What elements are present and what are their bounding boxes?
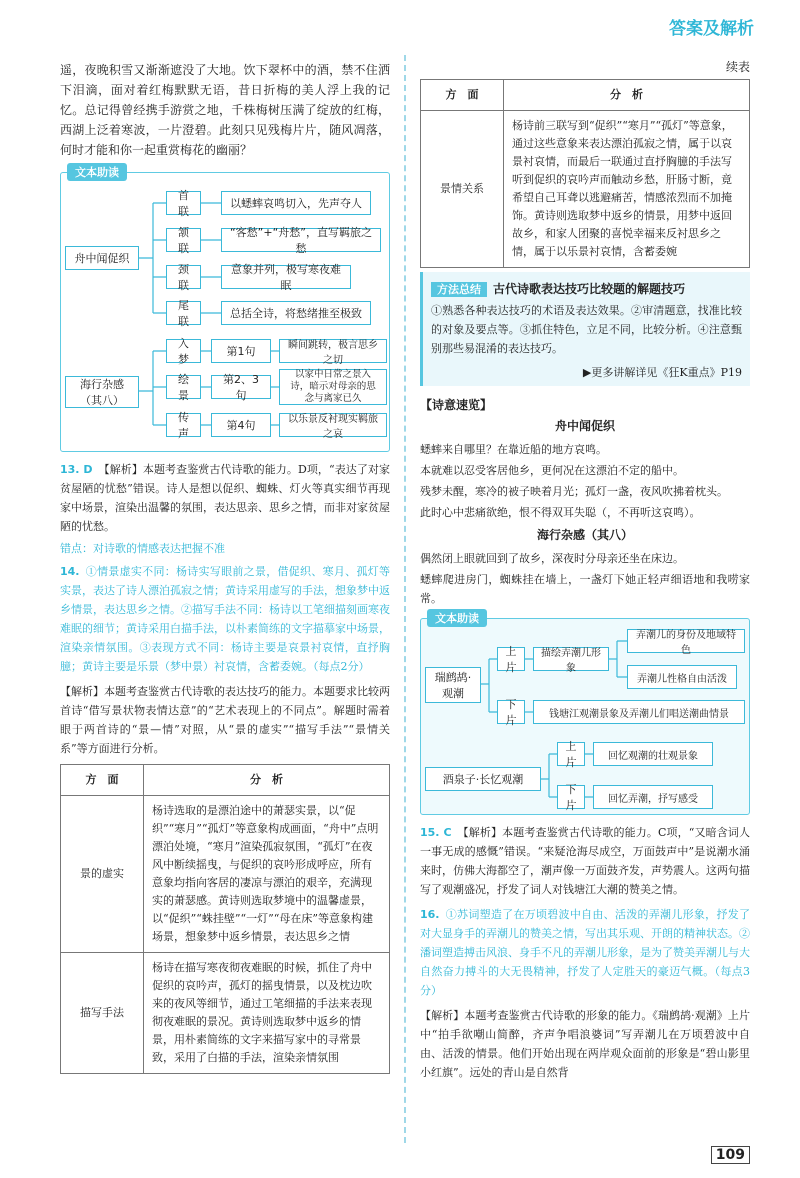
mindmap-poem2-node: 海行杂感（其八）	[65, 376, 139, 408]
table-cell-analysis: 杨诗前三联写到“促织”“寒月”“孤灯”等意象，通过这些意象来表达漂泊孤寂之情，属于以哀景衬哀情，而最后一联通过直抒胸臆的手法写听到促织的哀吟声而触动乡愁，肝肠寸断，竟希望自己耳聋以逃避痛苦，情感浓烈而不加掩饰。黄诗则选取梦中返乡的情景，用梦中返回故乡，和家人团聚的喜悦幸福来反衬思乡之情，属于以乐景衬哀情，含蓄委婉	[504, 111, 750, 268]
mindmap-label-node: 颔联	[166, 228, 201, 252]
mindmap-desc-node: 回忆弄潮，抒写感受	[593, 785, 713, 809]
mindmap-label-node: 入梦	[166, 339, 201, 363]
mindmap-poem1-node: 舟中闻促织	[65, 246, 139, 270]
q15	[420, 823, 750, 899]
mindmap-desc-node: 描绘弄潮儿形象	[533, 647, 609, 671]
poem-line: 本就难以忍受客居他乡，更何况在这漂泊不定的船中。	[420, 464, 684, 477]
continued-label: 续表	[725, 60, 750, 74]
q15-text: 【解析】本题考查鉴赏古代诗歌的能力。C项，“又暗含词人一事无成的感慨”错误。“来疑沧海尽成空，万面鼓声中”是说潮水涌来时，仿佛大海都空了，潮声像一万面鼓齐发，声势震人。这两句描写了观潮盛况，抒发了词人对钱塘江大潮的赞美之情。	[420, 826, 751, 896]
analysis-table-continued	[420, 79, 750, 268]
column-divider	[404, 55, 406, 1143]
mindmap-desc-node: 回忆观潮的壮观景象	[593, 742, 713, 766]
q13-text: 【解析】本题考查鉴赏古代诗歌的能力。D项，“表达了对家贫屋陋的忧愁”错误。诗人是想以促织、蜘蛛、灯火等真实细节再现家中场景，渲染出温馨的氛围，表达思亲、思乡之情，而非对家贫屋陋的忧愁。	[60, 463, 390, 533]
table-cell-analysis: 杨诗选取的是漂泊途中的萧瑟实景，以“促织”“寒月”“孤灯”等意象构成画面，“舟中”点明漂泊处境，“寒月”渲染孤寂氛围，“孤灯”在夜风中断续摇曳，与促织的哀吟形成呼应，所有意象均指向客居的凄凉与漂泊的艰辛，充满现实的萧瑟感。黄诗则选取梦境中的温馨虚景，以“促织”“蛛挂壁”“一灯”“母在床”等意象构建场景，想象梦中返乡情景，表达思乡之情	[144, 796, 390, 953]
poem-line: 蟋蟀爬进房门，蜘蛛挂在墙上，一盏灯下她正轻声细语地和我唠家常。	[420, 573, 750, 605]
mindmap-label-node: 下片	[497, 700, 525, 724]
mindmap-title: 文本助读	[67, 163, 127, 181]
right-column	[420, 58, 750, 1088]
mindmap-desc-node: 意象并列，极写寒夜难眠	[221, 265, 351, 289]
mindmap-label-node: 颈联	[166, 265, 201, 289]
poem-title: 海行杂感（其八）	[536, 528, 633, 542]
mindmap-desc-node: 以家中日常之景入诗，暗示对母亲的思念与离家已久	[279, 369, 387, 405]
method-summary	[420, 272, 750, 386]
table-cell-aspect: 景情关系	[421, 111, 504, 268]
mindmap-desc-node: 总括全诗，将愁绪推至极致	[221, 301, 371, 325]
page-number: 109	[711, 1146, 750, 1164]
poem-line: 此时心中悲痛欲绝，恨不得双耳失聪（，不再听这哀鸣）。	[420, 506, 701, 519]
mindmap-label-node: 绘景	[166, 375, 201, 399]
q14-analysis: 【解析】本题考查鉴赏古代诗歌的表达技巧的能力。本题要求比较两首诗“借写景状物表情达意”的“艺术表现上的不同点”。解题时需着眼于两首诗的“景—情”对照，从“景的虚实”“描写手法”“景情关系”等方面进行分析。	[60, 685, 390, 755]
q16-answer-block	[420, 905, 750, 1000]
question-number: 13. D	[60, 463, 93, 476]
poem-line: 蟋蟀来自哪里？在靠近船的地方哀鸣。	[420, 443, 607, 456]
mindmap-mid-node: 第4句	[211, 413, 271, 437]
method-reference: ▶更多讲解详见《狂K重点》P19	[582, 366, 742, 379]
q13	[60, 460, 390, 536]
question-number: 14.	[60, 565, 80, 578]
mindmap-desc-node: 以乐景反衬现实羁旅之哀	[279, 413, 387, 437]
method-text: ①熟悉各种表达技巧的术语及表达效果。②审清题意，找准比较的对象及要点等。③抓住特色，立足不同，比较分析。④注意甄别那些易混淆的表达技巧。	[431, 304, 742, 355]
question-number: 16.	[420, 908, 440, 921]
mindmap-desc-node: 瞬间跳转，极言思乡之切	[279, 339, 387, 363]
mindmap-1	[60, 166, 390, 452]
table-header: 方 面	[61, 765, 144, 796]
mindmap-poem2-node: 酒泉子·长忆观潮	[425, 767, 541, 791]
table-header: 分 析	[504, 80, 750, 111]
poem-section-label: 【诗意速览】	[420, 398, 493, 412]
method-tag: 方法总结	[431, 282, 487, 297]
mindmap-desc-node: 以蟋蟀哀鸣切入，先声夺人	[221, 191, 371, 215]
mindmap-leaf-node: 弄潮儿的身份及地域特色	[627, 629, 745, 653]
table-row	[61, 953, 390, 1074]
table-row	[421, 111, 750, 268]
q13-note: 错点：对诗歌的情感表达把握不准	[60, 542, 225, 555]
q14-answer: ①情景虚实不同：杨诗实写眼前之景，借促织、寒月、孤灯等实景，表达了诗人漂泊孤寂之情；黄诗采用虚写的手法，想象梦中返乡情景，表达思乡之情。②描写手法不同：杨诗以工笔细描刻画寒夜难眠的细节；黄诗采用白描手法，以朴素简练的文字描摹家中场景，渲染亲情氛围。③表现方式不同：杨诗主要是哀景衬哀情，直抒胸臆；黄诗主要是乐景（梦中景）衬哀情，含蓄委婉。（每点2分）	[60, 565, 390, 673]
mindmap-label-node: 传声	[166, 413, 201, 437]
mindmap-desc-node: “客愁”+“舟愁”，直写羁旅之愁	[221, 228, 381, 252]
q14-answer-block	[60, 562, 390, 676]
mindmap-label-node: 上片	[557, 742, 585, 766]
table-header: 分 析	[144, 765, 390, 796]
q16-answer: ①苏词塑造了在万顷碧波中自由、活泼的弄潮儿形象，抒发了对大显身手的弄潮儿的赞美之情，写出其乐观、开朗的精神状态。②潘词塑造搏击风浪、身手不凡的弄潮儿形象，是为了赞美弄潮儿与大自然奋力搏斗的大无畏精神，抒发了人定胜天的豪迈气概。（每点3分）	[420, 908, 750, 997]
question-number: 15. C	[420, 826, 452, 839]
mindmap-mid-node: 第1句	[211, 339, 271, 363]
mindmap-mid-node: 第2、3句	[211, 375, 271, 399]
poem-line: 残梦未醒，寒冷的被子映着月光；孤灯一盏，夜风吹拂着枕头。	[420, 485, 728, 498]
table-cell-aspect: 描写手法	[61, 953, 144, 1074]
mindmap-2	[420, 612, 750, 815]
mindmap-label-node: 尾联	[166, 301, 201, 325]
mindmap-title: 文本助读	[427, 609, 487, 627]
table-header: 方 面	[421, 80, 504, 111]
left-column	[60, 60, 390, 1074]
mindmap-label-node: 上片	[497, 647, 525, 671]
mindmap-poem1-node: 瑞鹧鸪·观潮	[425, 667, 481, 703]
section-title: 答案及解析	[669, 19, 754, 39]
mindmap-label-node: 下片	[557, 785, 585, 809]
mindmap-desc-node: 钱塘江观潮景象及弄潮儿们唱送潮曲情景	[533, 700, 745, 724]
poem-line: 偶然闭上眼就回到了故乡，深夜时分母亲还坐在床边。	[420, 552, 684, 565]
q16-analysis: 【解析】本题考查鉴赏古代诗歌的形象的能力。《瑞鹧鸪·观潮》上片中“拍手欲嘲山简醉，齐声争唱浪婆词”写弄潮儿在万顷碧波中自由、活泼的情景。他们开始出现在两岸观众面前的形象是“碧山影里小红旗”。远处的青山是自然背	[420, 1009, 750, 1079]
intro-paragraph: 遥，夜晚积雪又渐渐遮没了大地。饮下翠杯中的酒，禁不住洒下泪滴，面对着红梅默默无语，昔日折梅的美人浮上我的记忆。总记得曾经携手游赏之地，千株梅树压满了绽放的红梅，西湖上泛着寒波，一片澄碧。此刻只见残梅片片，随风凋落，何时才能和你一起重赏梅花的幽丽？	[60, 63, 390, 157]
table-cell-aspect: 景的虚实	[61, 796, 144, 953]
poem-title: 舟中闻促织	[554, 419, 615, 433]
mindmap-label-node: 首联	[166, 191, 201, 215]
table-cell-analysis: 杨诗在描写寒夜彻夜难眠的时候，抓住了舟中促织的哀吟声，孤灯的摇曳情景，以及枕边吹来的夜风等细节，通过工笔细描的手法来表现彻夜难眠的景况。黄诗则选取梦中返乡的情景，用朴素简练的文字来描写家中的寻常景致，采用了白描的手法，渲染亲情氛围	[144, 953, 390, 1074]
table-row	[61, 796, 390, 953]
mindmap-leaf-node: 弄潮儿性格自由活泼	[627, 665, 737, 689]
method-title: 古代诗歌表达技巧比较题的解题技巧	[493, 282, 686, 296]
analysis-table	[60, 764, 390, 1074]
